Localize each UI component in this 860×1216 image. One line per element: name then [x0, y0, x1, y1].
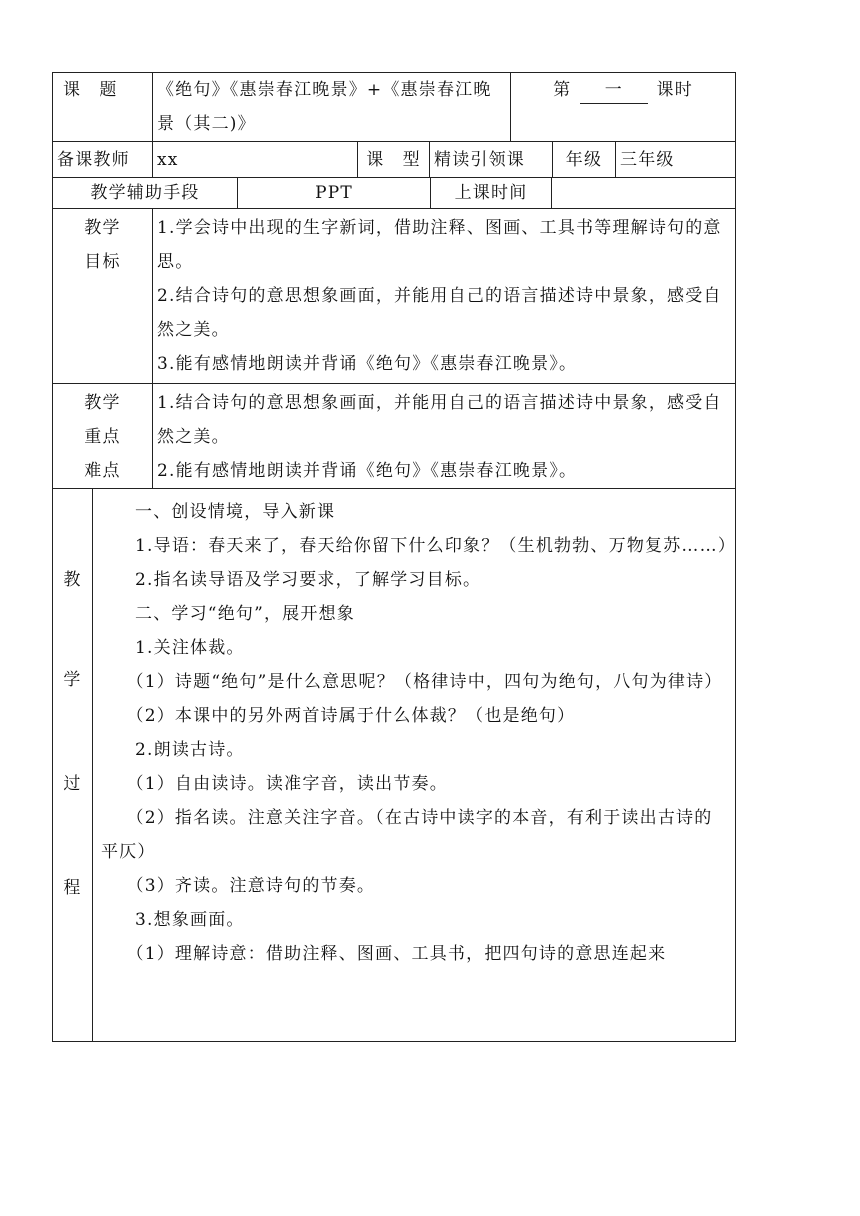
- aids-table: [52, 177, 736, 209]
- process-line: （1）自由读诗。读准字音，读出节奏。: [126, 774, 448, 794]
- process-table: [52, 488, 736, 1042]
- topic-label-text: 课 题: [63, 80, 118, 100]
- process-line: （1）理解诗意：借助注释、图画、工具书，把四句诗的意思连起来: [126, 944, 667, 964]
- goals-label: [53, 209, 153, 384]
- goals-content: [153, 209, 736, 384]
- process-content: [93, 489, 736, 1042]
- process-line: 一、创设情境，导入新课: [135, 502, 336, 522]
- process-line: 1.关注体裁。: [135, 638, 245, 658]
- aids-value: PPT: [238, 178, 431, 209]
- process-char: 程: [63, 878, 82, 898]
- key-table: [52, 383, 736, 489]
- key-item: 2.能有感情地朗读并背诵《绝句》《惠崇春江晚景》。: [157, 461, 578, 481]
- grade-value: 三年级: [616, 142, 736, 178]
- type-label: 课 型: [358, 142, 430, 178]
- teacher-label: 备课教师: [53, 142, 153, 178]
- process-line: （2）指名读。注意关注字音。（在古诗中读字的本音，有利于读出古诗的平仄）: [101, 808, 713, 862]
- key-content: [153, 384, 736, 489]
- topic-value: [153, 73, 511, 142]
- time-label: 上课时间: [431, 178, 552, 209]
- topic-value-text: 《绝句》《惠崇春江晚景》+《惠崇春江晚景（其二)》: [157, 80, 492, 134]
- key-label-line2: 重点: [84, 427, 121, 447]
- lesson-plan-sheet: [52, 72, 735, 1042]
- process-line: 2.朗读古诗。: [135, 740, 245, 760]
- period-prefix: 第: [553, 80, 572, 100]
- process-line: 1.导语：春天来了，春天给你留下什么印象？（生机勃勃、万物复苏……）: [135, 536, 737, 556]
- period-value: 一: [580, 77, 648, 104]
- process-char: 过: [63, 774, 82, 794]
- process-line: （1）诗题“绝句”是什么意思呢？（格律诗中，四句为绝句，八句为律诗）: [126, 672, 723, 692]
- goal-item: 3.能有感情地朗读并背诵《绝句》《惠崇春江晚景》。: [157, 354, 578, 374]
- process-line: 二、学习“绝句”，展开想象: [135, 604, 355, 624]
- key-label-line3: 难点: [84, 461, 121, 481]
- process-line: （3）齐读。注意诗句的节奏。: [126, 876, 376, 896]
- goals-label-line2: 目标: [84, 252, 121, 272]
- goals-label-line1: 教学: [84, 218, 121, 238]
- info-table: [52, 141, 736, 178]
- topic-label: [53, 73, 153, 142]
- key-label: [53, 384, 153, 489]
- teacher-value: xx: [153, 142, 358, 178]
- process-line: 2.指名读导语及学习要求，了解学习目标。: [135, 570, 482, 590]
- period-cell: [511, 73, 736, 142]
- grade-label: 年级: [553, 142, 616, 178]
- type-value: 精读引领课: [430, 142, 553, 178]
- process-label: [53, 489, 93, 1042]
- goal-item: 1.学会诗中出现的生字新词，借助注释、图画、工具书等理解诗句的意思。: [157, 218, 722, 272]
- goal-item: 2.结合诗句的意思想象画面，并能用自己的语言描述诗中景象，感受自然之美。: [157, 286, 722, 340]
- process-line: 3.想象画面。: [135, 910, 245, 930]
- key-item: 1.结合诗句的意思想象画面，并能用自己的语言描述诗中景象，感受自然之美。: [157, 393, 722, 447]
- process-line: （2）本课中的另外两首诗属于什么体裁？（也是绝句）: [126, 706, 576, 726]
- period-suffix: 课时: [656, 80, 693, 100]
- key-label-line1: 教学: [84, 393, 121, 413]
- header-table: [52, 72, 736, 142]
- goals-table: [52, 208, 736, 384]
- process-char: 教: [63, 570, 82, 590]
- aids-label: 教学辅助手段: [53, 178, 238, 209]
- time-value: [552, 178, 736, 209]
- process-char: 学: [63, 670, 82, 690]
